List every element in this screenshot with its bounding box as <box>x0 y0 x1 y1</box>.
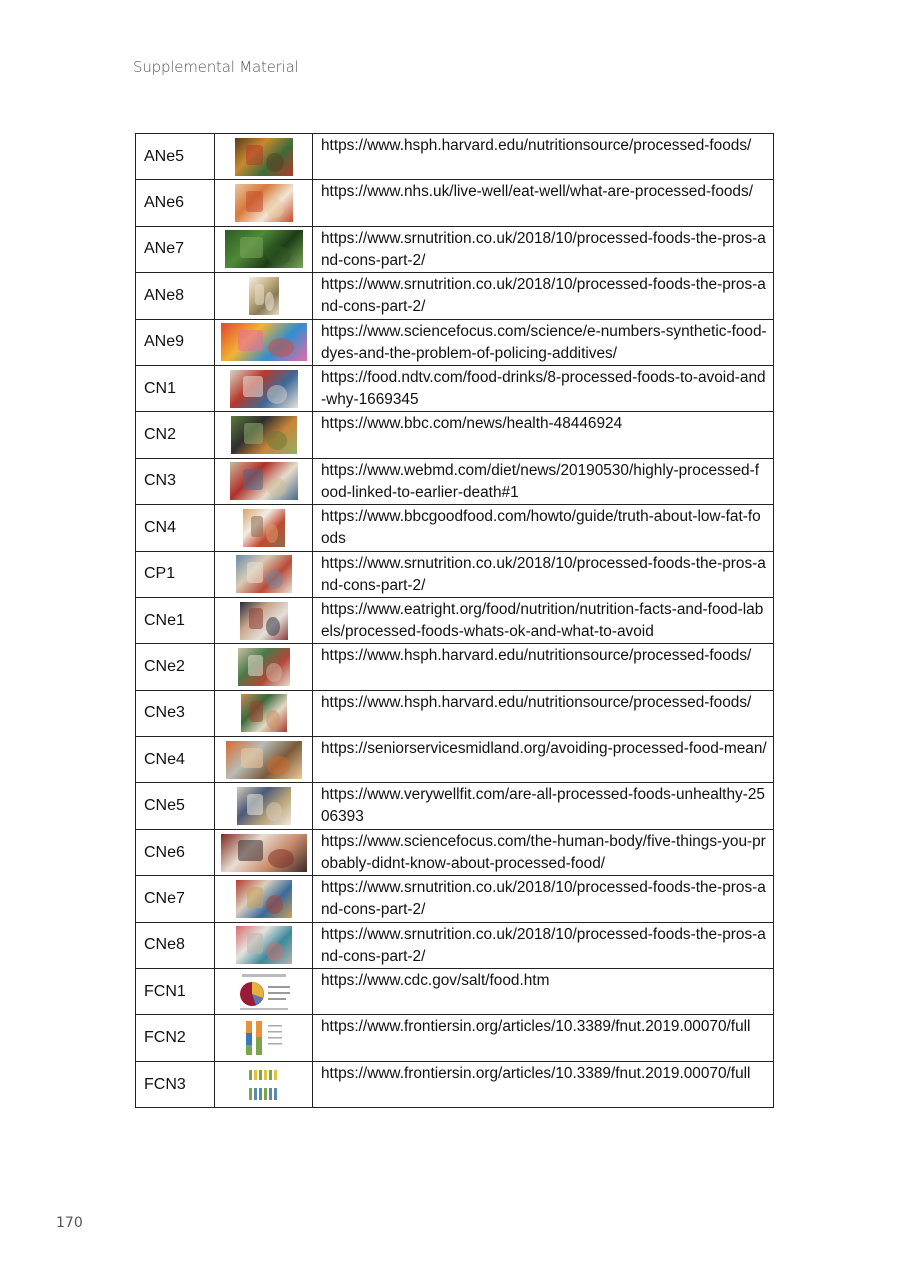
source-code: CNe7 <box>136 876 215 922</box>
source-url[interactable]: https://www.verywellfit.com/are-all-processed-foods-unhealthy-2506393 <box>313 783 774 829</box>
source-url[interactable]: https://www.srnutrition.co.uk/2018/10/processed-foods-the-pros-and-cons-part-2/ <box>313 273 774 319</box>
source-url[interactable]: https://seniorservicesmidland.org/avoiding-processed-food-mean/ <box>313 737 774 783</box>
supermarket-aisle-image <box>230 370 298 408</box>
reading-label-image <box>240 602 288 640</box>
source-code: ANe7 <box>136 226 215 272</box>
stacked-bar-figure <box>242 1019 286 1057</box>
table-row <box>136 644 774 690</box>
source-url[interactable]: https://www.bbc.com/news/health-48446924 <box>313 412 774 458</box>
thumbnail-cell <box>215 783 313 829</box>
thumbnail-cell <box>215 412 313 458</box>
source-url[interactable]: https://www.webmd.com/diet/news/20190530/highly-processed-food-linked-to-earlier-death#1 <box>313 458 774 504</box>
source-code: ANe8 <box>136 273 215 319</box>
thumbnail-cell <box>215 690 313 736</box>
thumbnail-cell <box>215 597 313 643</box>
table-row <box>136 969 774 1015</box>
thumbnail-cell <box>215 1015 313 1061</box>
table-row <box>136 1015 774 1061</box>
packaged-meal-image <box>221 834 307 872</box>
table-row <box>136 1061 774 1107</box>
table-row <box>136 180 774 226</box>
thumbnail-cell <box>215 180 313 226</box>
source-code: CP1 <box>136 551 215 597</box>
aisle-shopper-image <box>238 648 290 686</box>
table-row <box>136 319 774 365</box>
source-url[interactable]: https://www.frontiersin.org/articles/10.3389/fnut.2019.00070/full <box>313 1061 774 1107</box>
source-code: CNe2 <box>136 644 215 690</box>
table-row <box>136 922 774 968</box>
table-row <box>136 458 774 504</box>
source-url[interactable]: https://www.nhs.uk/live-well/eat-well/what-are-processed-foods/ <box>313 180 774 226</box>
colorful-candy-image <box>221 323 307 361</box>
source-code: FCN3 <box>136 1061 215 1107</box>
thumbnail-cell <box>215 365 313 411</box>
source-code: CN1 <box>136 365 215 411</box>
leafy-greens-image <box>225 230 303 268</box>
shelf-comparison-image <box>236 880 292 918</box>
source-url[interactable]: https://www.srnutrition.co.uk/2018/10/processed-foods-the-pros-and-cons-part-2/ <box>313 876 774 922</box>
source-url[interactable]: https://www.srnutrition.co.uk/2018/10/processed-foods-the-pros-and-cons-part-2/ <box>313 226 774 272</box>
thumbnail-cell <box>215 644 313 690</box>
source-code: ANe6 <box>136 180 215 226</box>
table-row <box>136 829 774 875</box>
bar-grid-figure <box>246 1066 282 1104</box>
source-url[interactable]: https://www.sciencefocus.com/science/e-numbers-synthetic-food-dyes-and-the-problem-of-policing-additives/ <box>313 319 774 365</box>
source-code: CN2 <box>136 412 215 458</box>
freezer-aisle-image <box>236 926 292 964</box>
processed-snacks-image <box>235 184 293 222</box>
assorted-foods-image <box>235 138 293 176</box>
source-code: FCN1 <box>136 969 215 1015</box>
source-code: CNe5 <box>136 783 215 829</box>
grocery-shelves-image <box>230 462 298 500</box>
table-row <box>136 737 774 783</box>
thumbnail-cell <box>215 505 313 551</box>
source-table <box>135 133 774 1108</box>
table-row <box>136 876 774 922</box>
running-header: Supplemental Material <box>133 58 299 76</box>
thumbnail-cell <box>215 922 313 968</box>
source-url[interactable]: https://www.sciencefocus.com/the-human-body/five-things-you-probably-didnt-know-about-processed-food/ <box>313 829 774 875</box>
source-code: ANe5 <box>136 134 215 180</box>
source-code: CN4 <box>136 505 215 551</box>
thumbnail-cell <box>215 458 313 504</box>
source-url[interactable]: https://www.bbcgoodfood.com/howto/guide/truth-about-low-fat-foods <box>313 505 774 551</box>
table-row <box>136 134 774 180</box>
thumbnail-cell <box>215 1061 313 1107</box>
source-url[interactable]: https://www.cdc.gov/salt/food.htm <box>313 969 774 1015</box>
table-row <box>136 226 774 272</box>
source-url[interactable]: https://food.ndtv.com/food-drinks/8-processed-foods-to-avoid-and-why-1669345 <box>313 365 774 411</box>
table-row <box>136 783 774 829</box>
store-shelf-image <box>236 555 292 593</box>
page-number: 170 <box>56 1215 83 1231</box>
source-url[interactable]: https://www.eatright.org/food/nutrition/nutrition-facts-and-food-labels/processed-foods-whats-ok-and-what-to-avoid <box>313 597 774 643</box>
table-row <box>136 690 774 736</box>
thumbnail-cell <box>215 551 313 597</box>
source-url[interactable]: https://www.hsph.harvard.edu/nutritionsource/processed-foods/ <box>313 690 774 736</box>
source-code: CNe4 <box>136 737 215 783</box>
source-url[interactable]: https://www.hsph.harvard.edu/nutritionsource/processed-foods/ <box>313 134 774 180</box>
source-code: FCN2 <box>136 1015 215 1061</box>
source-url[interactable]: https://www.srnutrition.co.uk/2018/10/processed-foods-the-pros-and-cons-part-2/ <box>313 551 774 597</box>
source-url[interactable]: https://www.frontiersin.org/articles/10.3389/fnut.2019.00070/full <box>313 1015 774 1061</box>
source-code: ANe9 <box>136 319 215 365</box>
source-code: CNe8 <box>136 922 215 968</box>
source-url[interactable]: https://www.hsph.harvard.edu/nutritionsource/processed-foods/ <box>313 644 774 690</box>
table-row <box>136 412 774 458</box>
source-code: CNe6 <box>136 829 215 875</box>
table-row <box>136 597 774 643</box>
table-row <box>136 365 774 411</box>
grain-sprouts-image <box>249 277 279 315</box>
thumbnail-cell <box>215 829 313 875</box>
canned-food-image <box>226 741 302 779</box>
hands-package-image <box>241 694 287 732</box>
source-url[interactable]: https://www.srnutrition.co.uk/2018/10/processed-foods-the-pros-and-cons-part-2/ <box>313 922 774 968</box>
thumbnail-cell <box>215 319 313 365</box>
thumbnail-cell <box>215 737 313 783</box>
shopper-produce-image <box>231 416 297 454</box>
source-code: CNe1 <box>136 597 215 643</box>
thumbnail-cell <box>215 876 313 922</box>
thumbnail-cell <box>215 969 313 1015</box>
table-row <box>136 551 774 597</box>
thumbnail-cell <box>215 273 313 319</box>
pie-chart-figure <box>234 973 294 1011</box>
source-code: CN3 <box>136 458 215 504</box>
table-row <box>136 505 774 551</box>
woman-shopping-image <box>243 509 285 547</box>
thumbnail-cell <box>215 226 313 272</box>
table-row <box>136 273 774 319</box>
thumbnail-cell <box>215 134 313 180</box>
aisle-browsing-image <box>237 787 291 825</box>
source-code: CNe3 <box>136 690 215 736</box>
